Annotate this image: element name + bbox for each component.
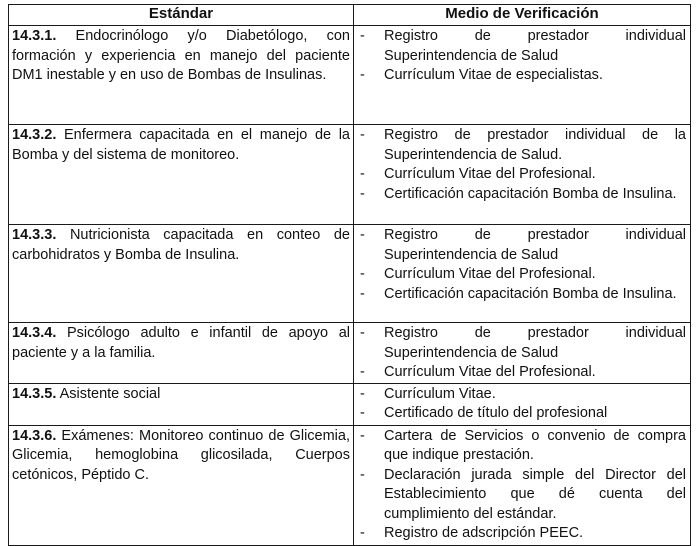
list-item: - Currículum Vitae. [358, 385, 686, 405]
verification-cell [354, 225, 691, 323]
table-row [9, 225, 691, 323]
standard-cell [9, 125, 354, 225]
standard-cell [9, 425, 354, 545]
list-item: - Declaración jurada simple del Director del Establecimiento que dé cuenta del cumplimiento del estándar. [358, 466, 686, 525]
table-row [9, 425, 691, 545]
header-verification: Medio de Verificación [354, 5, 691, 26]
table-row [9, 383, 691, 425]
verification-list [354, 426, 690, 544]
verification-cell [354, 26, 691, 125]
standard-text: Enfermera capacitada en el manejo de la Bomba y del sistema de monitoreo. [12, 127, 350, 163]
standard-text: Nutricionista capacitada en conteo de carbohidratos y Bomba de Insulina. [12, 227, 350, 263]
standard-text: Psicólogo adulto e infantil de apoyo al paciente y a la familia. [12, 325, 350, 361]
standard-cell [9, 225, 354, 323]
list-item: - Cartera de Servicios o convenio de compra que indique prestación. [358, 427, 686, 466]
verification-cell [354, 383, 691, 425]
list-item: - Registro de prestador individual Superintendencia de Salud [358, 226, 686, 265]
standard-cell [9, 26, 354, 125]
list-item: - Certificado de título del profesional [358, 404, 686, 424]
verification-list [354, 384, 690, 424]
standard-text: Exámenes: Monitoreo continuo de Glicemia, Glicemia, hemoglobina glicosilada, Cuerpos cetónicos, Péptido C. [12, 427, 350, 483]
standard-cell [9, 323, 354, 384]
standard-code: 14.3.5. [12, 385, 57, 402]
list-item: - Currículum Vitae del Profesional. [358, 165, 686, 185]
list-item: - Certificación capacitación Bomba de Insulina. [358, 185, 686, 205]
verification-list [354, 323, 690, 383]
standards-table [8, 4, 691, 546]
list-item: - Registro de prestador individual de la Superintendencia de Salud. [358, 126, 686, 165]
standard-cell [9, 383, 354, 425]
list-item: - Currículum Vitae del Profesional. [358, 363, 686, 383]
verification-cell [354, 425, 691, 545]
verification-list [354, 26, 690, 86]
standard-code: 14.3.3. [12, 227, 57, 243]
list-item: - Currículum Vitae de especialistas. [358, 66, 686, 86]
list-item: - Currículum Vitae del Profesional. [358, 265, 686, 285]
standard-text: Asistente social [59, 385, 161, 402]
verification-cell [354, 323, 691, 384]
table-header-row [9, 5, 691, 26]
list-item: - Registro de prestador individual Superintendencia de Salud [358, 324, 686, 363]
list-item: - Certificación capacitación Bomba de Insulina. [358, 285, 686, 305]
standard-code: 14.3.4. [12, 325, 57, 341]
table-row [9, 323, 691, 384]
header-standard: Estándar [9, 5, 354, 26]
verification-list [354, 125, 690, 204]
verification-list [354, 225, 690, 304]
verification-cell [354, 125, 691, 225]
list-item: - Registro de adscripción PEEC. [358, 524, 686, 544]
list-item: - Registro de prestador individual Superintendencia de Salud [358, 27, 686, 66]
standard-code: 14.3.2. [12, 127, 57, 143]
standard-code: 14.3.1. [12, 28, 57, 44]
table-row [9, 125, 691, 225]
standard-code: 14.3.6. [12, 427, 57, 444]
table-row [9, 26, 691, 125]
standard-text: Endocrinólogo y/o Diabetólogo, con formación y experiencia en manejo del paciente DM1 inestable y en uso de Bombas de Insulinas. [12, 28, 350, 83]
